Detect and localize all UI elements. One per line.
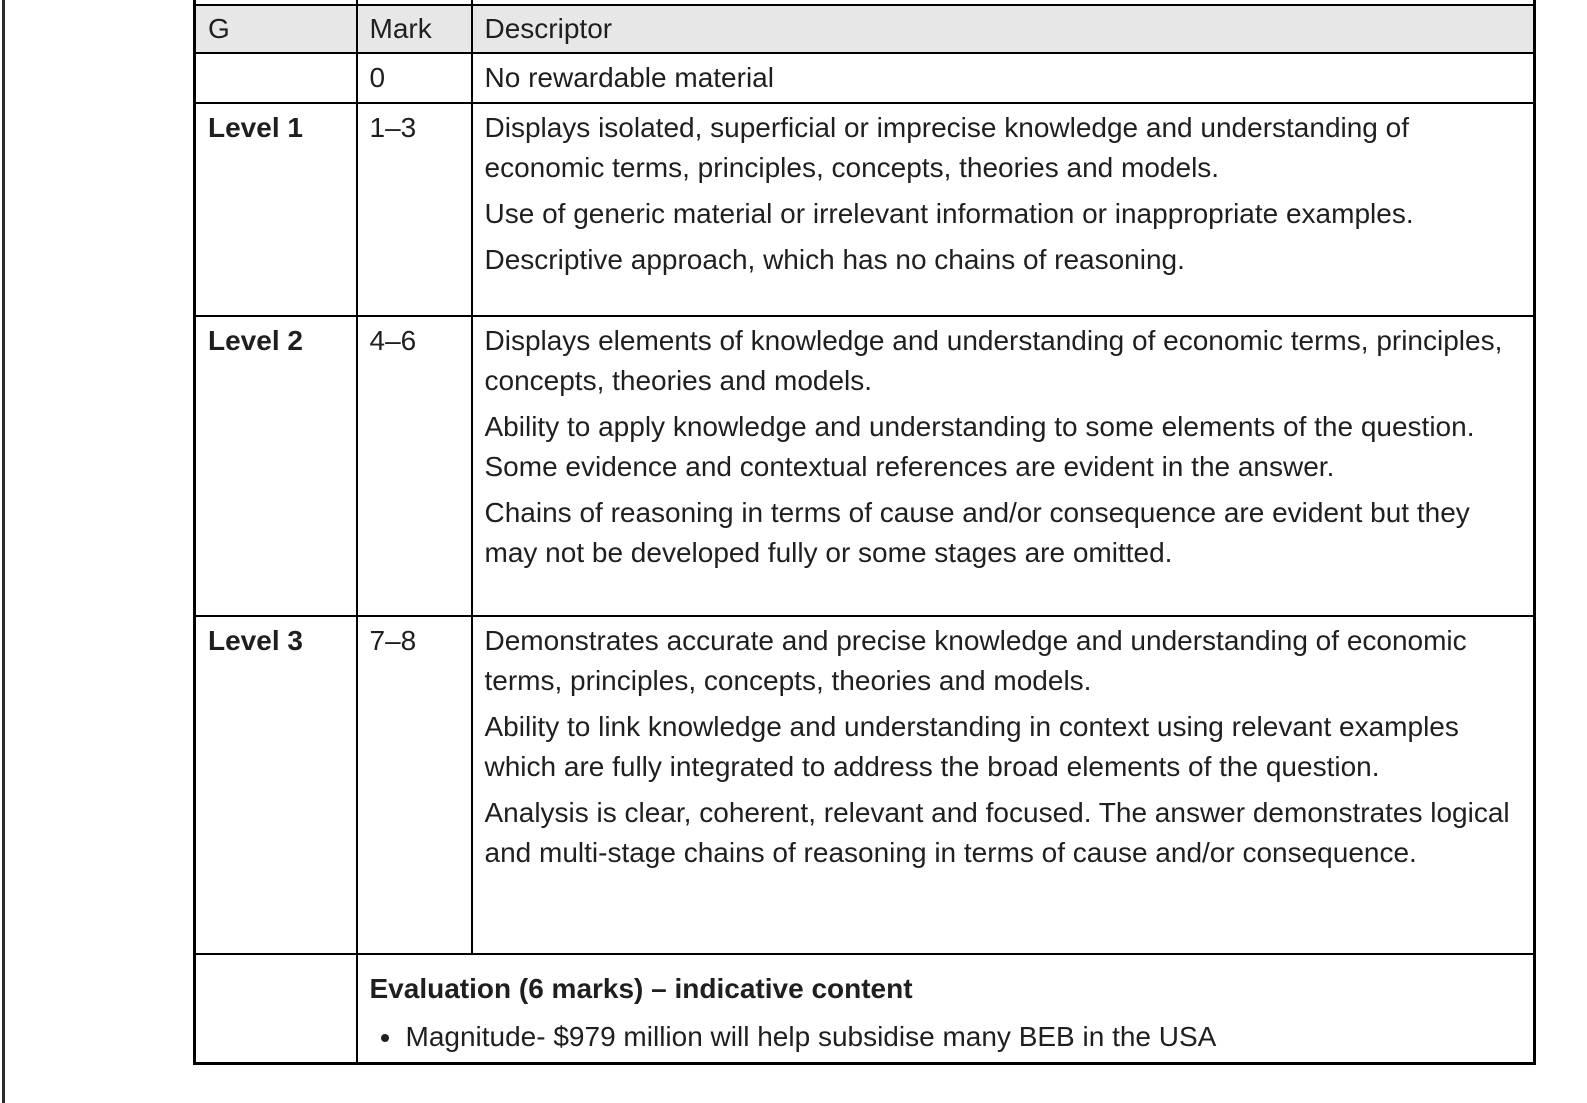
page-edge-line xyxy=(2,0,5,1103)
level-cell: Level 1 xyxy=(195,103,357,316)
descriptor-paragraph: Use of generic material or irrelevant information or inappropriate examples. xyxy=(484,198,1414,229)
mark-cell: 4–6 xyxy=(357,316,472,616)
evaluation-bullet: • Magnitude- $979 million will help subsidise many BEB in the USA xyxy=(404,1017,1522,1057)
table-row-level-1 xyxy=(195,103,1535,316)
header-cell-descriptor: Descriptor xyxy=(472,5,1535,53)
evaluation-bullet-list xyxy=(370,1017,1522,1057)
descriptor-paragraph: Analysis is clear, coherent, relevant and focused. The answer demonstrates logical and multi-stage chains of reasoning in terms of cause and/or consequence. xyxy=(484,797,1510,868)
descriptor-paragraph: Demonstrates accurate and precise knowledge and understanding of economic terms, principles, concepts, theories and models. xyxy=(484,625,1467,696)
descriptor-paragraph: Displays isolated, superficial or imprecise knowledge and understanding of economic terms, principles, concepts, theories and models. xyxy=(484,112,1410,183)
mark-cell: 0 xyxy=(357,53,472,103)
table-header-row xyxy=(195,5,1535,53)
level-cell-empty xyxy=(195,954,357,1064)
table-row-evaluation xyxy=(195,954,1535,1064)
descriptor-paragraph: Descriptive approach, which has no chains of reasoning. xyxy=(484,244,1185,275)
table-row-level-2 xyxy=(195,316,1535,616)
mark-cell: 7–8 xyxy=(357,616,472,954)
header-cell-g: G xyxy=(195,5,357,53)
descriptor-paragraph: No rewardable material xyxy=(484,62,774,93)
descriptor-cell xyxy=(472,103,1535,316)
header-cell-mark: Mark xyxy=(357,5,472,53)
descriptor-cell xyxy=(472,53,1535,103)
level-cell: Level 2 xyxy=(195,316,357,616)
descriptor-paragraph: Ability to apply knowledge and understanding to some elements of the question. Some evidence and contextual references are evident in the answer. xyxy=(484,411,1475,482)
descriptor-paragraph: Ability to link knowledge and understanding in context using relevant examples which are fully integrated to address the broad elements of the question. xyxy=(484,711,1459,782)
descriptor-paragraph: Chains of reasoning in terms of cause and/or consequence are evident but they may not be developed fully or some stages are omitted. xyxy=(484,497,1470,568)
table-row-zero-marks xyxy=(195,53,1535,103)
mark-cell: 1–3 xyxy=(357,103,472,316)
marking-grid-table xyxy=(193,0,1536,1065)
evaluation-heading: Evaluation (6 marks) – indicative content xyxy=(369,973,913,1004)
descriptor-paragraph: Displays elements of knowledge and understanding of economic terms, principles, concepts, theories and models. xyxy=(484,325,1503,396)
descriptor-cell xyxy=(472,316,1535,616)
level-cell: Level 3 xyxy=(195,616,357,954)
descriptor-cell xyxy=(472,616,1535,954)
level-cell xyxy=(195,53,357,103)
evaluation-cell xyxy=(357,954,1535,1064)
table-row-level-3 xyxy=(195,616,1535,954)
